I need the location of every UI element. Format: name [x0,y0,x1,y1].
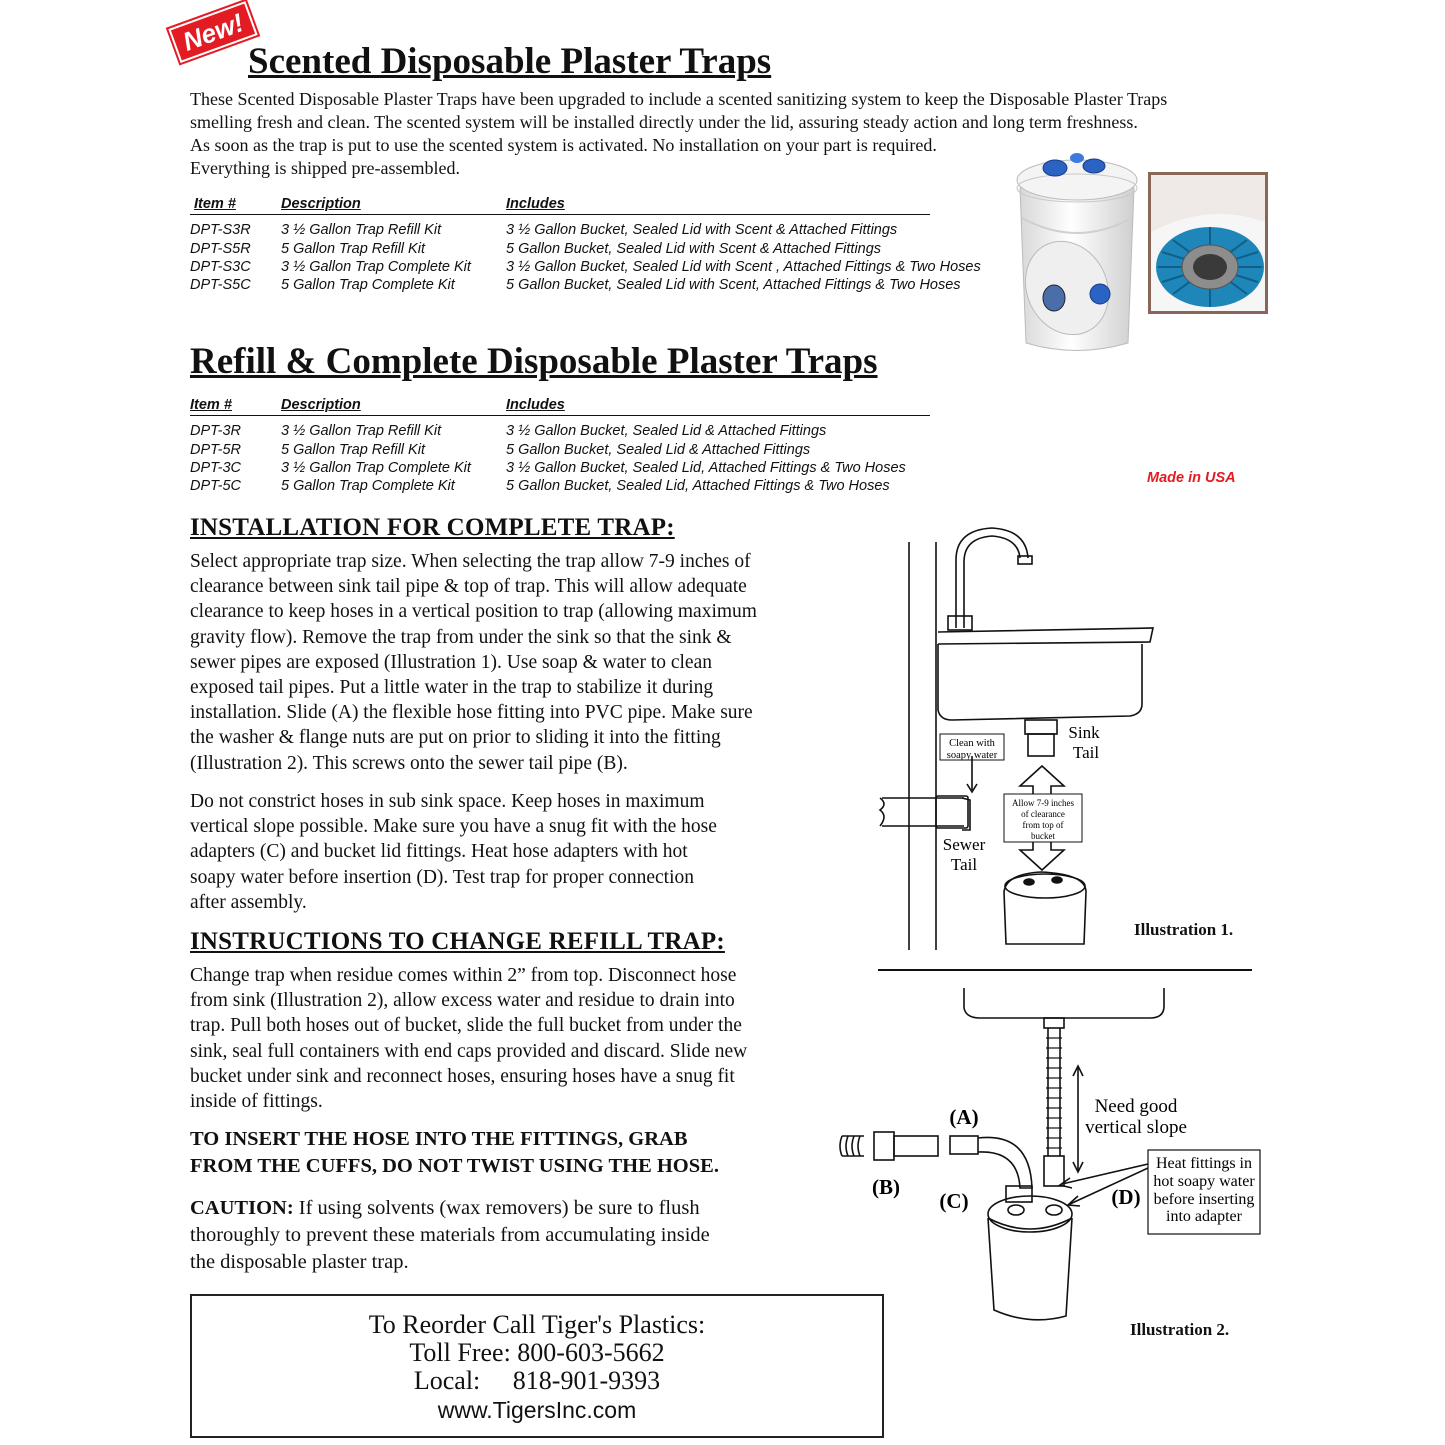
scented-table [190,196,1010,296]
installation-text-2 [190,789,830,915]
item-description: 5 Gallon Trap Complete Kit [281,478,455,494]
local-phone[interactable]: Local: 818-901-9393 [413,1366,661,1395]
intro-line: Everything is shipped pre-assembled. [190,158,460,178]
installation-heading: INSTALLATION FOR COMPLETE TRAP: [190,514,675,541]
item-description: 3 ½ Gallon Trap Complete Kit [281,460,471,476]
refill-table [190,397,1010,497]
illustration-divider [878,969,1252,971]
change-refill-heading: INSTRUCTIONS TO CHANGE REFILL TRAP: [190,928,725,955]
text-line: trap. Pull both hoses out of bucket, slide the full bucket from under the [190,1015,742,1037]
text-line: gravity flow). Remove the trap from under the sink so that the sink & [190,626,732,648]
item-includes: 3 ½ Gallon Bucket, Sealed Lid with Scent , Attached Fittings & Two Hoses [506,259,981,275]
clean-note-line2: soapy water [946,750,998,761]
new-badge: New! [168,1,257,63]
slope-note: vertical slope [1085,1117,1187,1138]
header-item: Item # [190,397,232,413]
header-description: Description [281,196,361,212]
item-includes: 5 Gallon Bucket, Sealed Lid & Attached Fittings [506,442,811,458]
heat-note: hot soapy water [1153,1173,1255,1190]
illustration-1 [860,520,1260,960]
clearance-note: Allow 7-9 inches [1012,798,1074,808]
intro-line: As soon as the trap is put to use the scented system is activated. No installation on your part is required. [190,135,937,155]
table-row [190,423,1010,441]
item-number: DPT-S3C [190,259,251,275]
sewer-tail-label: Tail [950,855,978,874]
item-number: DPT-S5C [190,277,251,293]
refill-title: Refill & Complete Disposable Plaster Traps [190,341,878,382]
text-line: If using solvents (wax removers) be sure to flush [293,1197,700,1219]
header-includes: Includes [506,397,565,413]
scented-title: Scented Disposable Plaster Traps [248,41,772,82]
table-row [190,460,1010,478]
header-description: Description [281,397,361,413]
clearance-note: of clearance [1021,809,1065,819]
made-in-usa: Made in USA [1147,470,1236,486]
text-line: the washer & flange nuts are put on prior to sliding it into the fitting [190,727,721,749]
installation-text [190,549,830,776]
text-line: exposed tail pipes. Put a little water in the trap to stabilize it during [190,677,714,699]
text-line: adapters (C) and bucket lid fittings. Heat hose adapters with hot [190,841,688,863]
text-line: sewer pipes are exposed (Illustration 1). Use soap & water to clean [190,651,712,673]
scent-lid-closeup-image [1148,172,1268,314]
sink-tail-label: Sink [1068,723,1100,742]
illustration-2-caption: Illustration 2. [1130,1320,1230,1339]
item-description: 3 ½ Gallon Trap Complete Kit [281,259,471,275]
caution-text [190,1195,830,1276]
sewer-tail-label: Sewer [942,835,986,854]
text-line: thoroughly to prevent these materials from accumulating inside [190,1224,710,1246]
heat-note: before inserting [1153,1191,1255,1208]
text-line: TO INSERT THE HOSE INTO THE FITTINGS, GRAB [190,1128,688,1150]
table-row [190,259,1010,277]
intro-line: These Scented Disposable Plaster Traps have been upgraded to include a scented sanitizing system to keep the Disposable Plaster Traps [190,89,1168,109]
text-line: clearance to keep hoses in a vertical position to trap (allowing maximum [190,601,757,623]
item-number: DPT-S5R [190,241,251,257]
table-row [190,241,1010,259]
item-description: 3 ½ Gallon Trap Refill Kit [281,423,442,439]
text-line: Do not constrict hoses in sub sink space. Keep hoses in maximum [190,791,705,812]
item-number: DPT-3C [190,460,242,476]
text-line: from sink (Illustration 2), allow excess water and residue to drain into [190,990,735,1012]
label-a: (A) [949,1105,979,1129]
caution-label: CAUTION: [190,1197,294,1219]
table-row [190,222,1010,240]
change-refill-text [190,963,830,1114]
item-includes: 5 Gallon Bucket, Sealed Lid, Attached Fittings & Two Hoses [506,478,890,494]
clean-note-line1: Clean with [949,738,995,749]
label-b: (B) [872,1175,900,1199]
item-includes: 5 Gallon Bucket, Sealed Lid with Scent & Attached Fittings [506,241,882,257]
item-description: 3 ½ Gallon Trap Refill Kit [281,222,442,238]
slope-note: Need good [1094,1096,1178,1117]
illustration-2 [830,978,1270,1348]
table-row [190,442,1010,460]
insert-hose-note [190,1126,830,1180]
text-line: the disposable plaster trap. [190,1251,409,1273]
label-d: (D) [1111,1185,1141,1209]
header-includes: Includes [506,196,565,212]
reorder-title: To Reorder Call Tiger's Plastics: [368,1310,706,1339]
label-c: (C) [939,1189,969,1213]
text-line: vertical slope possible. Make sure you have a snug fit with the hose [190,816,717,838]
bucket-product-image [1012,148,1142,358]
intro-line: smelling fresh and clean. The scented system will be installed directly under the lid, assuring steady action and long term freshness. [190,112,1138,132]
item-number: DPT-5R [190,442,242,458]
table-row [190,478,1010,496]
text-line: soapy water before insertion (D). Test trap for proper connection [190,866,695,888]
text-line: sink, seal full containers with end caps provided and discard. Slide new [190,1040,748,1062]
heat-note: into adapter [1166,1208,1242,1225]
text-line: FROM THE CUFFS, DO NOT TWIST USING THE HOSE. [190,1155,719,1177]
reorder-box [190,1294,884,1438]
text-line: bucket under sink and reconnect hoses, ensuring hoses have a snug fit [190,1065,735,1087]
item-number: DPT-3R [190,423,242,439]
table-header [190,397,930,416]
item-includes: 3 ½ Gallon Bucket, Sealed Lid, Attached Fittings & Two Hoses [506,460,906,476]
illustration-1-caption: Illustration 1. [1134,920,1234,939]
item-description: 5 Gallon Trap Complete Kit [281,277,455,293]
item-includes: 3 ½ Gallon Bucket, Sealed Lid with Scent & Attached Fittings [506,222,898,238]
text-line: Change trap when residue comes within 2” from top. Disconnect hose [190,965,737,986]
text-line: inside of fittings. [190,1091,323,1113]
item-includes: 5 Gallon Bucket, Sealed Lid with Scent, Attached Fittings & Two Hoses [506,277,961,293]
sink-tail-label: Tail [1072,743,1100,762]
item-description: 5 Gallon Trap Refill Kit [281,241,425,257]
toll-free-phone[interactable]: Toll Free: 800-603-5662 [409,1338,665,1367]
text-line: installation. Slide (A) the flexible hose fitting into PVC pipe. Make sure [190,702,753,724]
item-description: 5 Gallon Trap Refill Kit [281,442,425,458]
clearance-note: bucket [1031,831,1055,841]
table-row [190,277,1010,295]
text-line: clearance between sink tail pipe & top of trap. This will allow adequate [190,576,747,598]
heat-note: Heat fittings in [1156,1155,1252,1172]
clearance-note: from top of [1022,820,1064,830]
item-number: DPT-S3R [190,222,251,238]
header-item: Item # [194,196,236,212]
item-includes: 3 ½ Gallon Bucket, Sealed Lid & Attached Fittings [506,423,827,439]
website-link[interactable]: www.TigersInc.com [437,1397,637,1423]
table-header [190,196,930,215]
text-line: Select appropriate trap size. When selecting the trap allow 7-9 inches of [190,551,751,572]
text-line: (Illustration 2). This screws onto the sewer tail pipe (B). [190,752,628,774]
text-line: after assembly. [190,891,307,913]
item-number: DPT-5C [190,478,242,494]
